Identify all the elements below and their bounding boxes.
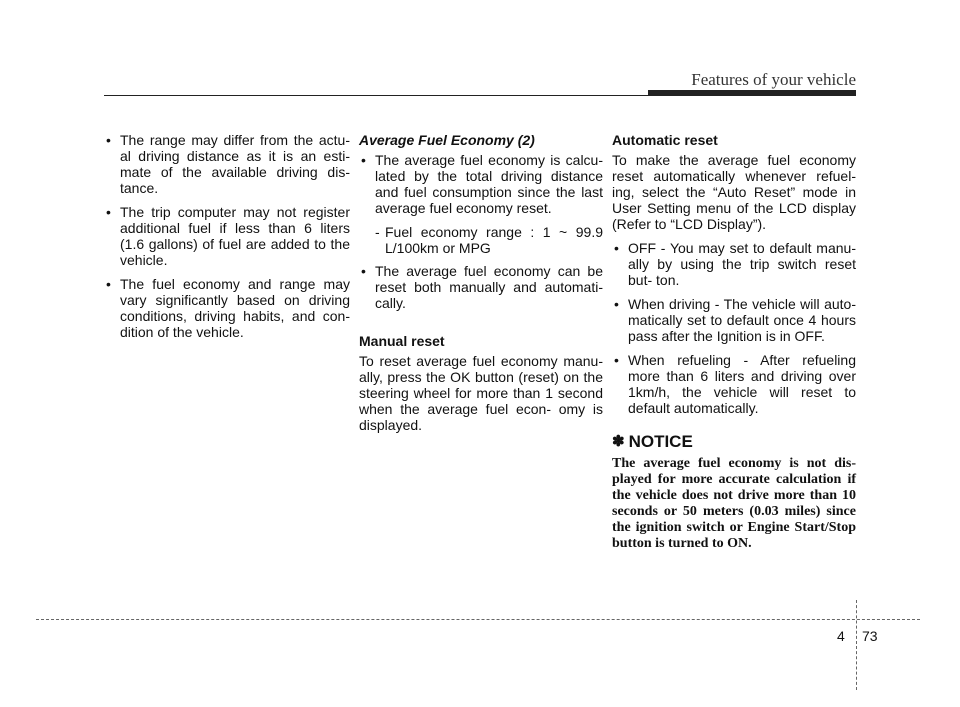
bullet-icon: • — [361, 263, 366, 279]
column-3 — [612, 132, 856, 552]
bullet-text: The average fuel economy can be reset both manually and automati- cally. — [375, 263, 603, 311]
manual-reset-text: To reset average fuel economy manu- ally, press the OK button (reset) on the steering wheel for more than 1 second when the average fuel econ- omy is displayed. — [359, 353, 603, 433]
column-1 — [104, 132, 350, 348]
bullet-item — [359, 152, 603, 216]
column-2 — [359, 132, 603, 437]
bullet-text: When refueling - After refueling more than 6 liters and driving over 1km/h, the vehicle will reset to default automatically. — [628, 352, 856, 416]
footer-divider — [856, 600, 857, 690]
bullet-text: The range may differ from the actu- al driving distance as it is an esti- mate of the available driving dis- tance. — [120, 132, 350, 196]
sub-item — [359, 224, 603, 256]
section-heading-manual-reset: Manual reset — [359, 333, 445, 349]
bullet-text: When driving - The vehicle will auto- matically set to default once 4 hours pass after the Ignition is in OFF. — [628, 296, 856, 344]
dash-icon: - — [375, 224, 380, 240]
automatic-reset-text: To make the average fuel economy reset automatically whenever refuel- ing, select the “Auto Reset” mode in User Setting menu of the LCD display (Refer to “LCD Display”). — [612, 152, 856, 232]
bullet-icon: • — [106, 204, 111, 220]
bullet-icon: • — [106, 132, 111, 148]
bullet-item — [612, 352, 856, 416]
bullet-text: The trip computer may not register additional fuel if less than 6 liters (1.6 gallons) of fuel are added to the vehicle. — [120, 204, 350, 268]
bullet-icon: • — [614, 240, 619, 256]
page-number: 73 — [862, 628, 878, 644]
bullet-text: The average fuel economy is calcu- lated by the total driving distance and fuel consumption since the last average fuel economy reset. — [375, 152, 603, 216]
notice-icon: ✽ — [612, 433, 625, 450]
notice-heading — [612, 434, 856, 450]
bullet-item — [612, 240, 856, 288]
bullet-text: The fuel economy and range may vary significantly based on driving conditions, driving habits, and con- dition of the vehicle. — [120, 276, 350, 340]
footer-rule — [36, 619, 920, 620]
notice-label: NOTICE — [628, 432, 693, 451]
bullet-icon: • — [614, 352, 619, 368]
bullet-item — [104, 204, 350, 268]
page-header-title: Features of your vehicle — [691, 70, 856, 89]
bullet-icon: • — [106, 276, 111, 292]
bullet-item — [359, 263, 603, 311]
page-chapter-number: 4 — [837, 628, 845, 644]
bullet-icon: • — [361, 152, 366, 168]
bullet-item — [104, 132, 350, 196]
bullet-item — [612, 296, 856, 344]
section-heading-average-fuel-economy: Average Fuel Economy (2) — [359, 132, 535, 148]
bullet-item — [104, 276, 350, 340]
bullet-icon: • — [614, 296, 619, 312]
bullet-text: OFF - You may set to default manu- ally by using the trip switch reset but- ton. — [628, 240, 856, 288]
sub-text: Fuel economy range : 1 ~ 99.9 L/100km or MPG — [385, 224, 603, 256]
section-heading-automatic-reset: Automatic reset — [612, 132, 718, 148]
notice-text: The average fuel economy is not dis- played for more accurate calculation if the vehicle does not drive more than 10 seconds or 50 meters (0.03 miles) since the ignition switch or Engine Start/Stop button is turned to ON. — [612, 456, 856, 551]
header-rule-accent — [648, 90, 856, 96]
